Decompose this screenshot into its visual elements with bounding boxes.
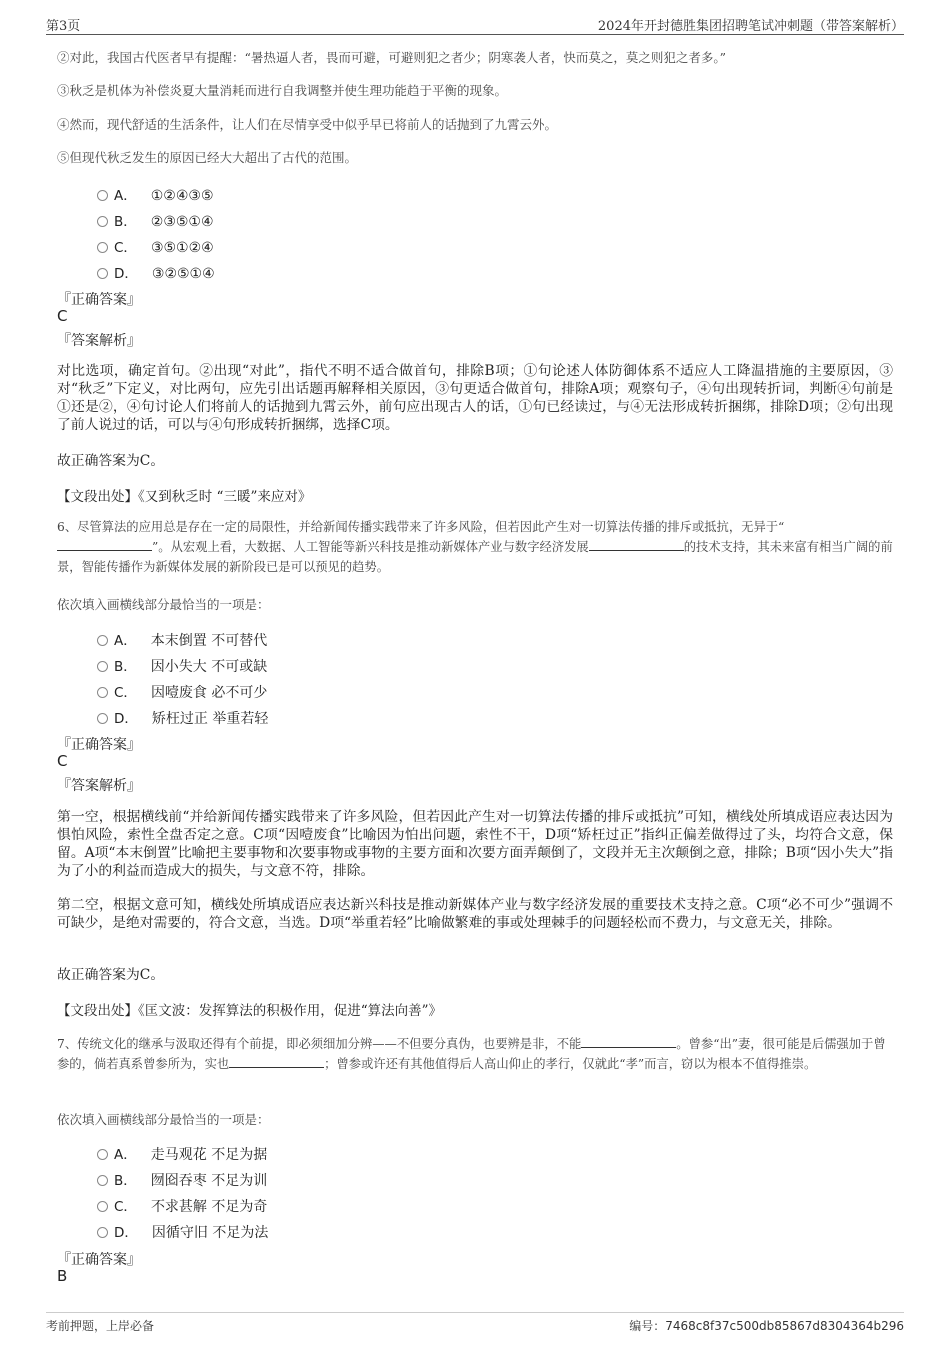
radio-icon[interactable] <box>97 687 108 698</box>
q6-correct-label: 『正确答案』 <box>57 737 141 753</box>
q6-option-c[interactable]: C． 因噎废食 必不可少 <box>97 681 267 701</box>
q6-analysis-label: 『答案解析』 <box>57 778 141 794</box>
q5-option-b[interactable]: B． ②③⑤①④ <box>97 210 214 230</box>
q5-analysis-label: 『答案解析』 <box>57 333 141 349</box>
q6-option-b[interactable]: B． 因小失大 不可或缺 <box>97 655 267 675</box>
q5-answer: C <box>57 307 68 325</box>
q7-correct-label: 『正确答案』 <box>57 1252 141 1268</box>
q7-option-b[interactable]: B． 囫囵吞枣 不足为训 <box>97 1169 267 1189</box>
radio-icon[interactable] <box>97 216 108 227</box>
q5-sentence-4: ④然而，现代舒适的生活条件，让人们在尽情享受中似乎早已将前人的话抛到了九霄云外。 <box>57 117 558 132</box>
footer-slogan: 考前押题，上岸必备 <box>46 1319 155 1333</box>
radio-icon[interactable] <box>97 1227 108 1238</box>
q7-option-a[interactable]: A． 走马观花 不足为据 <box>97 1143 267 1163</box>
blank-line <box>589 538 684 551</box>
q5-option-d[interactable]: D． ③②⑤①④ <box>97 262 215 282</box>
radio-icon[interactable] <box>97 635 108 646</box>
blank-line <box>229 1055 324 1068</box>
radio-icon[interactable] <box>97 713 108 724</box>
q5-conclusion: 故正确答案为C。 <box>57 453 165 469</box>
q6-prompt: 依次填入画横线部分最恰当的一项是： <box>57 597 270 612</box>
q6-conclusion: 故正确答案为C。 <box>57 967 165 983</box>
q7-answer: B <box>57 1267 68 1285</box>
q5-option-a[interactable]: A． ①②④③⑤ <box>97 184 214 204</box>
q5-sentence-5: ⑤但现代秋乏发生的原因已经大大超出了古代的范围。 <box>57 150 358 165</box>
radio-icon[interactable] <box>97 661 108 672</box>
q5-sentence-2: ②对此，我国古代医者早有提醒：“暑热逼人者，畏而可避，可避则犯之者少；阴寒袭人者，快而莫之，莫之则犯之者多。” <box>57 50 727 65</box>
q5-option-c[interactable]: C． ③⑤①②④ <box>97 236 214 256</box>
page-number: 第3页 <box>46 19 81 34</box>
q7-stem: 7、传统文化的继承与汲取还得有个前提，即必须细加分辨——不但要分真伪，也要辨是非，不能 。曾参“出”妻，很可能是后儒强加于曾参的，倘若真系曾参所为，实也 ；曾参或许还有其他值得后人高山仰止的孝行，仅就此“孝”而言，窃以为根本不值得推崇。 <box>57 1037 886 1071</box>
q7-prompt: 依次填入画横线部分最恰当的一项是： <box>57 1112 270 1127</box>
q5-source: 【文段出处】《又到秋乏时 “三暖”来应对》 <box>57 489 312 505</box>
radio-icon[interactable] <box>97 268 108 279</box>
blank-line <box>581 1035 676 1048</box>
q6-source: 【文段出处】《匡文波：发挥算法的积极作用，促进“算法向善”》 <box>57 1003 443 1019</box>
document-title: 2024年开封德胜集团招聘笔试冲刺题（带答案解析） <box>597 19 904 34</box>
q7-option-c[interactable]: C． 不求甚解 不足为奇 <box>97 1195 267 1215</box>
q6-option-a[interactable]: A． 本末倒置 不可替代 <box>97 629 267 649</box>
page-footer <box>46 1312 904 1333</box>
radio-icon[interactable] <box>97 242 108 253</box>
q5-analysis-text: 对比选项，确定首句。②出现“对此”，指代不明不适合做首句，排除B项；①句论述人体防御体系不适应人工降温措施的主要原因，③对“秋乏”下定义，对比两句，应先引出话题再解释相关原因，③句更适合做首句，排除A项；观察句子，④句出现转折词，判断④句前是①还是②，④句讨论人们将前人的话抛到九霄云外，前句应出现古人的话，①句已经读过，与④无法形成转折捆绑，排除D项；②句出现了前人说过的话，可以与④句形成转折捆绑，选择C项。 <box>57 363 893 433</box>
q6-analysis-text-1: 第一空，根据横线前“并给新闻传播实践带来了许多风险，但若因此产生对一切算法传播的排斥或抵抗”可知，横线处所填成语应表达因为惧怕风险，索性全盘否定之意。C项“因噎废食”比喻因为怕出问题，索性不干，D项“矫枉过正”指纠正偏差做得过了头，均符合文意，保留。A项“本末倒置”比喻把主要事物和次要事物或事物的主要方面和次要方面弄颠倒了，文段并无主次颠倒之意，排除；B项“因小失大”指为了小的利益而造成大的损失，与文意不符，排除。 <box>57 809 893 879</box>
q6-analysis-text-2: 第二空，根据文意可知，横线处所填成语应表达新兴科技是推动新媒体产业与数字经济发展的重要技术支持之意。C项“必不可少”强调不可缺少，是绝对需要的，符合文意，当选。D项“举重若轻”比喻做繁难的事或处理棘手的问题轻松而不费力，与文意无关，排除。 <box>57 897 893 931</box>
radio-icon[interactable] <box>97 1175 108 1186</box>
q7-option-d[interactable]: D． 因循守旧 不足为法 <box>97 1221 268 1241</box>
q5-correct-label: 『正确答案』 <box>57 292 141 308</box>
blank-line <box>57 538 152 551</box>
q6-answer: C <box>57 752 68 770</box>
radio-icon[interactable] <box>97 1201 108 1212</box>
radio-icon[interactable] <box>97 190 108 201</box>
q5-sentence-3: ③秋乏是机体为补偿炎夏大量消耗而进行自我调整并使生理功能趋于平衡的现象。 <box>57 83 508 98</box>
q6-option-d[interactable]: D． 矫枉过正 举重若轻 <box>97 707 268 727</box>
document-code: 编号：7468c8f37c500db85867d8304364b296 <box>629 1319 904 1333</box>
q6-stem: 6、尽管算法的应用总是存在一定的局限性，并给新闻传播实践带来了许多风险，但若因此产生对一切算法传播的排斥或抵抗，无异于“ ”。从宏观上看，大数据、人工智能等新兴科技是推动新媒体产业与数字经济发展 的技术支持，其未来富有相当广阔的前景，智能传播作为新媒体发展的新阶段已是可以预见的趋势。 <box>57 520 893 574</box>
page-header <box>46 12 904 35</box>
radio-icon[interactable] <box>97 1149 108 1160</box>
